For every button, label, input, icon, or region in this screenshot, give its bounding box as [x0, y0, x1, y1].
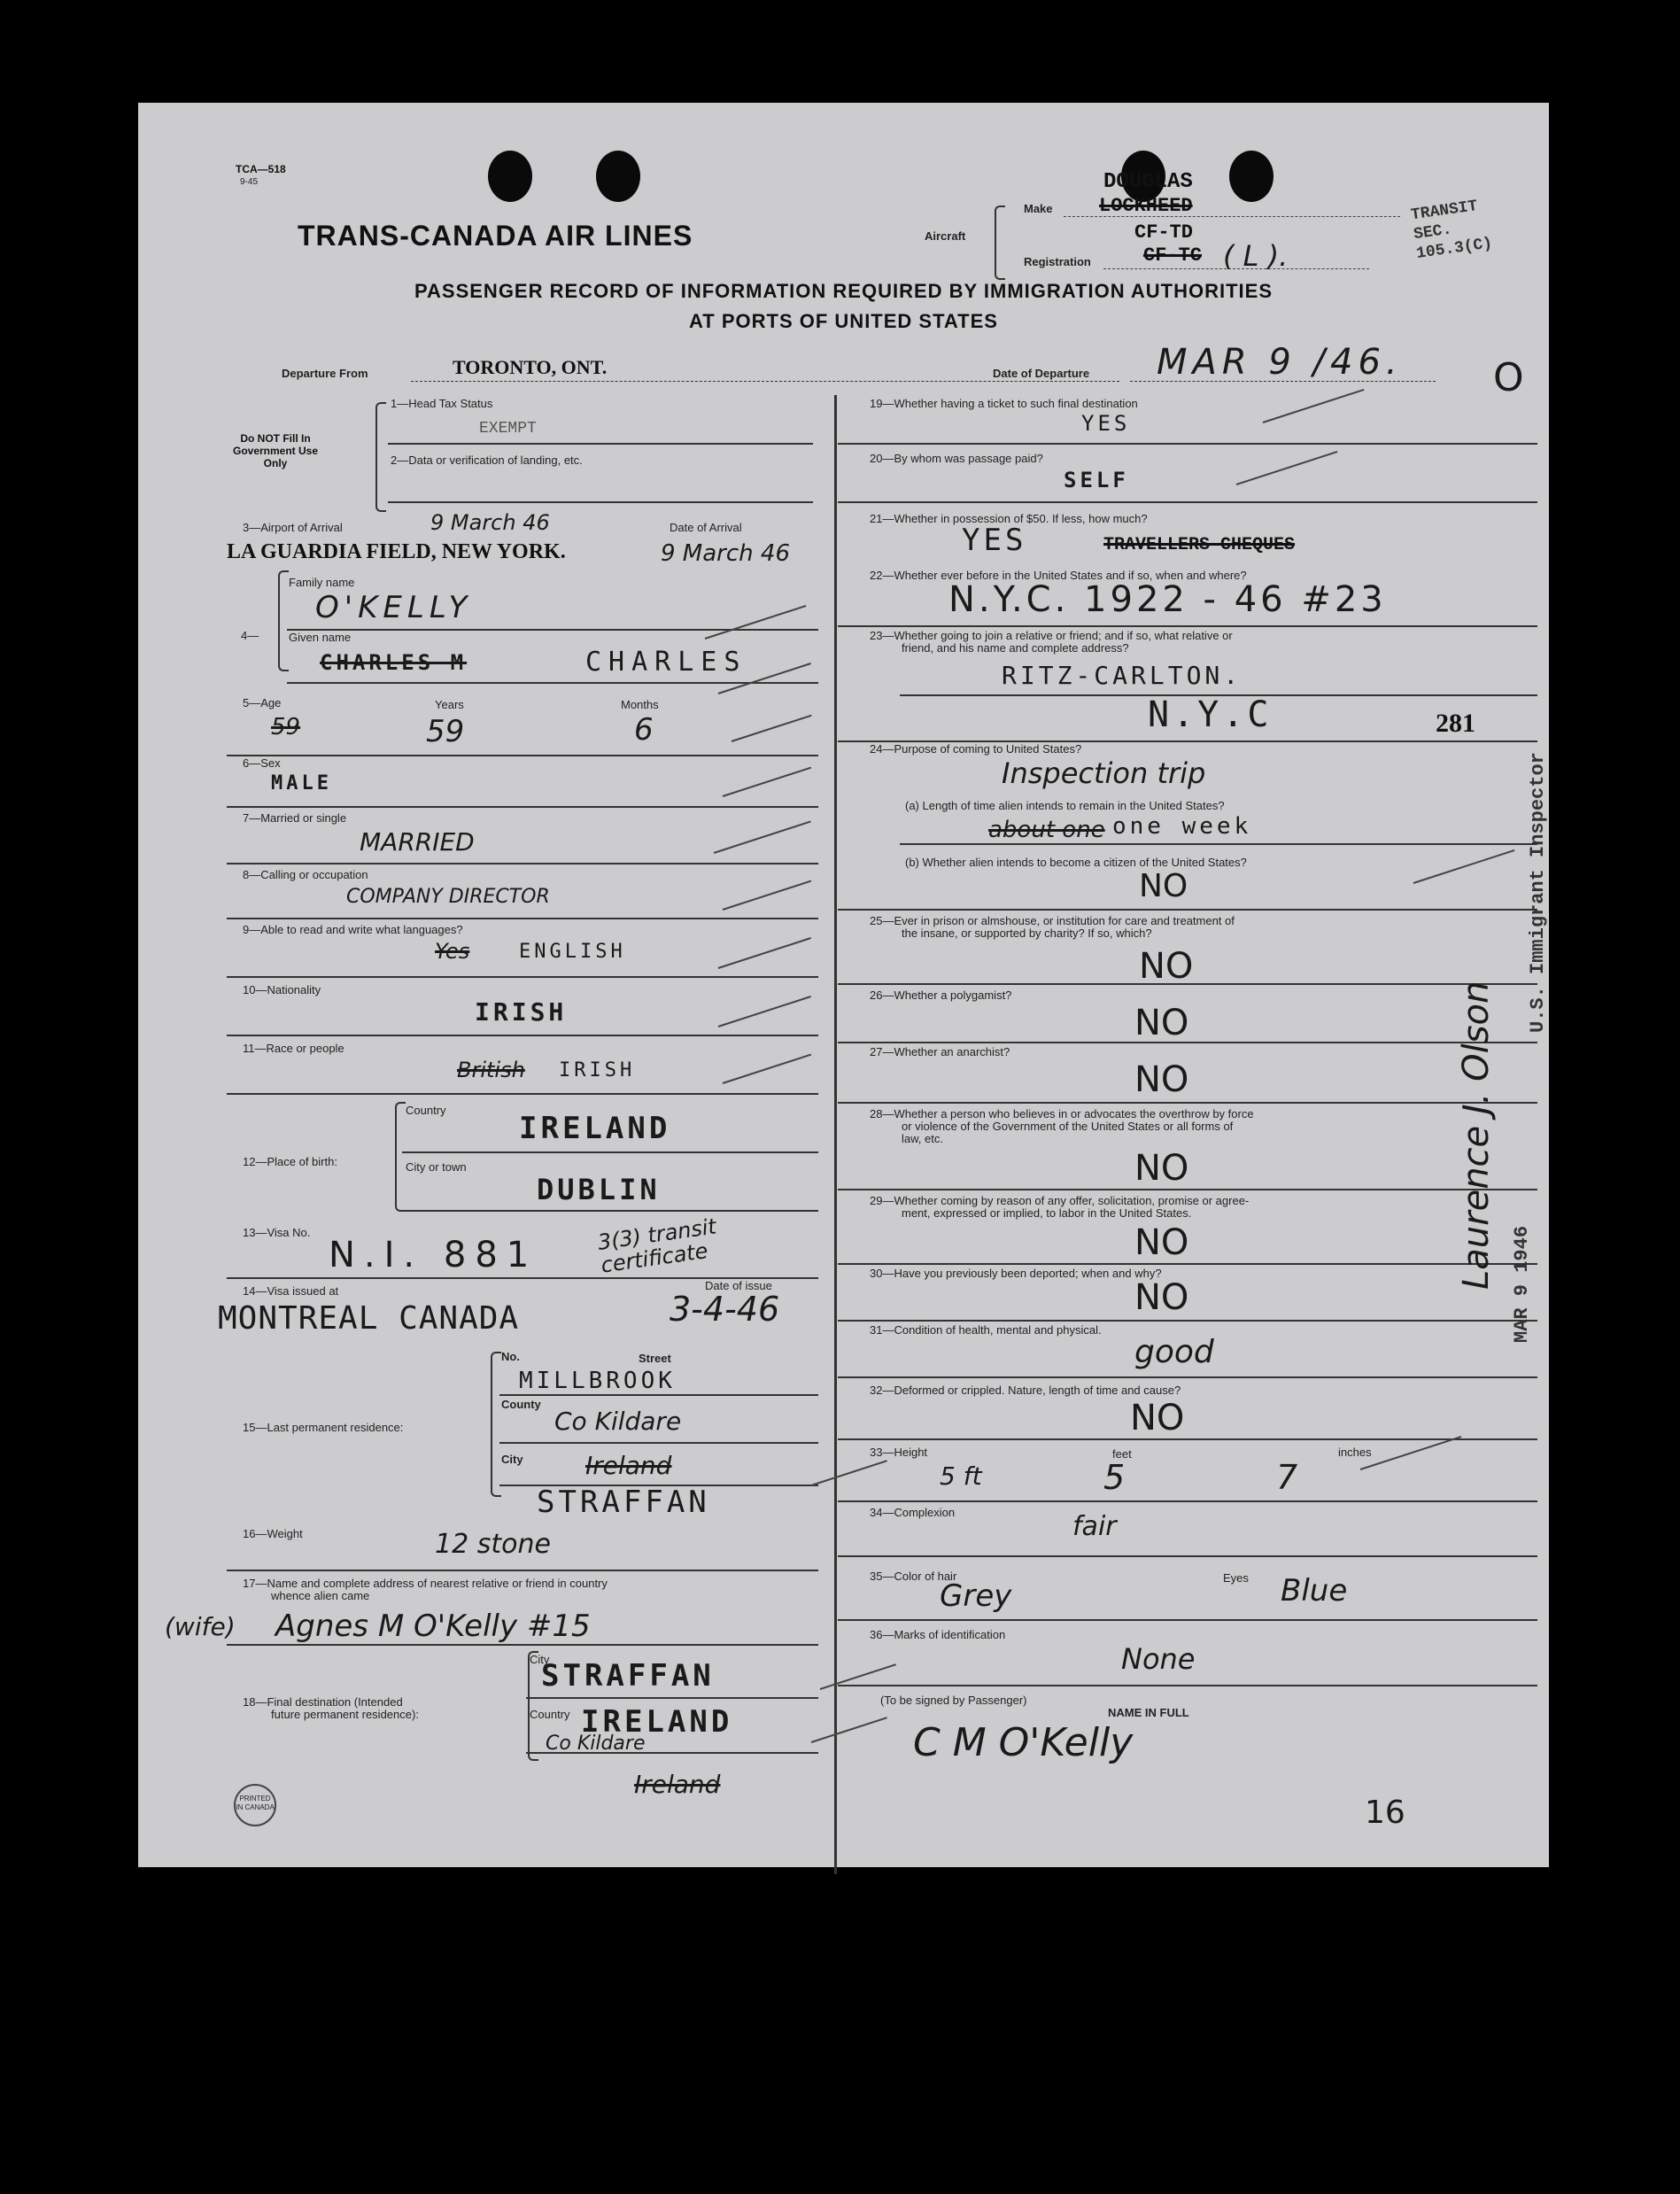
make-crossed: LOCKHEED	[1099, 195, 1193, 217]
check-mark	[1263, 389, 1365, 423]
date-issue-label: Date of issue	[705, 1279, 772, 1292]
dest-city: STRAFFAN	[541, 1658, 715, 1694]
column-divider	[834, 395, 837, 1874]
res-street-rule	[499, 1394, 818, 1396]
field-31-label: 31—Condition of health, mental and physical.	[870, 1323, 1102, 1337]
field-28-label-1: 28—Whether a person who believes in or advocates the overthrow by force	[870, 1107, 1254, 1120]
dest-country: IRELAND	[581, 1704, 733, 1740]
field-29-label-2: ment, expressed or implied, to labor in the United States.	[902, 1206, 1192, 1220]
dest-country-label: Country	[530, 1708, 570, 1721]
check-mark	[718, 937, 811, 969]
field-3-value: LA GUARDIA FIELD, NEW YORK.	[227, 540, 566, 563]
check-mark	[1413, 849, 1515, 884]
res-street: MILLBROOK	[519, 1368, 676, 1394]
field-29-value: NO	[1134, 1222, 1189, 1263]
married-value: MARRIED	[360, 827, 475, 857]
field-22-label: 22—Whether ever before in the United States and if so, when and where?	[870, 569, 1247, 582]
destination-brace	[528, 1651, 538, 1761]
check-mark	[723, 767, 811, 797]
field-30-label: 30—Have you previously been deported; when and why?	[870, 1267, 1162, 1280]
form-revision: 9-45	[240, 177, 259, 187]
field-14-label: 14—Visa issued at	[243, 1284, 339, 1298]
dest-city-label: City	[530, 1653, 550, 1666]
field-33-rule	[838, 1500, 1537, 1502]
field-24b-label: (b) Whether alien intends to become a citizen of the United States?	[905, 856, 1247, 869]
transit-stamp: TRANSIT SEC. 105.3(C)	[1409, 198, 1494, 263]
field-28-label-3: law, etc.	[902, 1132, 943, 1145]
registration-label: Registration	[1024, 255, 1091, 268]
field-33-label: 33—Height	[870, 1446, 928, 1459]
dest-country-rule	[526, 1752, 818, 1754]
check-mark	[732, 715, 812, 742]
field-29-label-1: 29—Whether coming by reason of any offer, solicitation, promise or agree-	[870, 1194, 1250, 1207]
date-of-departure-label: Date of Departure	[993, 367, 1090, 380]
relative-value: Agnes M O'Kelly #15	[275, 1609, 591, 1644]
visa-note: 3(3) transit certificate	[596, 1213, 718, 1278]
check-mark	[811, 1717, 887, 1743]
age-months: 6	[634, 712, 654, 748]
passenger-signature: C M O'Kelly	[913, 1720, 1134, 1765]
field-26-rule	[838, 1042, 1537, 1043]
family-name-label: Family name	[289, 576, 355, 589]
field-28-label-2: or violence of the Government of the United States or all forms of	[902, 1120, 1234, 1133]
field-19-label: 19—Whether having a ticket to such final destination	[870, 397, 1138, 410]
punch-hole-1	[488, 151, 532, 202]
race-rule	[227, 1093, 818, 1095]
given-name-label: Given name	[289, 631, 352, 644]
field-20-label: 20—By whom was passage paid?	[870, 452, 1043, 465]
height-hand: 5 ft	[940, 1461, 982, 1491]
airline-name: TRANS-CANADA AIR LINES	[298, 220, 693, 252]
languages-crossed: Yes	[435, 939, 470, 964]
birth-country: IRELAND	[519, 1111, 671, 1146]
departure-from-rule	[411, 381, 1119, 382]
field-23-value-2: N.Y.C	[1148, 694, 1273, 735]
given-name-crossed: CHARLES M	[320, 650, 468, 675]
height-feet: 5	[1103, 1458, 1126, 1497]
departure-from-value: TORONTO, ONT.	[453, 356, 608, 378]
registration-hand: ( L ).	[1223, 239, 1289, 273]
field-26-label: 26—Whether a polygamist?	[870, 988, 1012, 1002]
occupation-value: COMPANY DIRECTOR	[346, 886, 550, 908]
birth-brace	[395, 1102, 406, 1212]
field-31-value: good	[1134, 1334, 1214, 1370]
street-label: Street	[639, 1352, 671, 1365]
birth-city: DUBLIN	[537, 1173, 661, 1206]
months-label: Months	[621, 698, 659, 711]
res-city-crossed: Ireland	[585, 1451, 672, 1480]
make-typed: DOUGLAS	[1103, 170, 1193, 194]
field-3-hand: 9 March 46	[430, 510, 550, 535]
field-21-label: 21—Whether in possession of $50. If less, how much?	[870, 512, 1148, 525]
family-name-value: O'KELLY	[315, 590, 473, 625]
dest-extra: Ireland	[634, 1770, 721, 1799]
res-county-rule	[499, 1442, 818, 1444]
punch-hole-2	[596, 151, 640, 202]
field-27-rule	[838, 1102, 1537, 1104]
circle-mark: O	[1493, 355, 1524, 400]
visa-date: 3-4-46	[670, 1290, 780, 1329]
field-32-value: NO	[1130, 1398, 1185, 1438]
field-25-label-1: 25—Ever in prison or almshouse, or institution for care and treatment of	[870, 914, 1235, 927]
nationality-rule	[227, 1035, 818, 1036]
field-4-num: 4—	[241, 629, 259, 642]
relative-prefix: (wife)	[165, 1612, 236, 1641]
field-2-rule	[388, 501, 813, 503]
given-name-value: CHARLES	[585, 647, 747, 678]
field-10-label: 10—Nationality	[243, 983, 321, 996]
field-25-rule	[838, 983, 1537, 985]
field-29-rule	[838, 1263, 1537, 1265]
check-mark	[723, 1054, 811, 1084]
government-use-note: Do NOT Fill In Government Use Only	[232, 432, 319, 469]
field-24a-value: one week	[1112, 813, 1252, 840]
inspector-stamp-title: U.S. Immigrant Inspector	[1527, 752, 1549, 1033]
field-28-value: NO	[1134, 1148, 1189, 1189]
government-brace	[375, 402, 386, 512]
field-23-value-1: RITZ-CARLTON.	[1002, 661, 1243, 690]
inspector-stamp-date: MAR 9 1946	[1511, 1225, 1533, 1343]
form-paper	[138, 103, 1549, 1867]
eyes-label: Eyes	[1223, 1571, 1249, 1585]
languages-value: ENGLISH	[519, 941, 626, 963]
check-mark	[718, 996, 811, 1027]
field-27-value: NO	[1134, 1059, 1189, 1100]
age-rule	[227, 755, 818, 756]
res-county: Co Kildare	[554, 1407, 682, 1436]
check-mark	[811, 1460, 887, 1486]
field-25-value: NO	[1139, 946, 1194, 987]
make-label: Make	[1024, 202, 1053, 215]
union-label-seal	[234, 1784, 276, 1826]
height-inches: 7	[1276, 1458, 1298, 1497]
field-15-label: 15—Last permanent residence:	[243, 1421, 404, 1434]
aircraft-brace	[995, 205, 1005, 280]
field-23-number: 281	[1436, 709, 1475, 738]
field-17-label-2: whence alien came	[271, 1589, 370, 1602]
date-of-departure-value: MAR 9 /46.	[1157, 342, 1403, 383]
field-23-label-1: 23—Whether going to join a relative or friend; and if so, what relative or	[870, 629, 1233, 642]
race-value: IRISH	[559, 1059, 636, 1081]
page-number: 16	[1365, 1795, 1405, 1831]
field-5-label: 5—Age	[243, 696, 282, 709]
languages-rule	[227, 976, 818, 978]
city-label: City	[501, 1453, 523, 1466]
field-35-label: 35—Color of hair	[870, 1570, 957, 1583]
country-label: Country	[406, 1104, 446, 1117]
weight-rule	[227, 1570, 818, 1571]
occupation-rule	[227, 918, 818, 919]
field-22-rule	[838, 625, 1537, 627]
field-17-label-1: 17—Name and complete address of nearest relative or friend in country	[243, 1577, 608, 1590]
name-brace	[278, 570, 289, 671]
field-36-value: None	[1121, 1642, 1196, 1676]
check-mark	[723, 880, 811, 911]
visa-value: N.I. 881	[329, 1235, 538, 1275]
field-24b-value: NO	[1139, 868, 1188, 904]
sex-value: MALE	[271, 772, 332, 795]
field-34-value: fair	[1072, 1511, 1117, 1542]
field-1-label: 1—Head Tax Status	[391, 397, 493, 410]
field-27-label: 27—Whether an anarchist?	[870, 1045, 1010, 1058]
field-11-label: 11—Race or people	[243, 1042, 345, 1055]
dest-city-rule	[526, 1697, 818, 1699]
field-36-rule	[838, 1685, 1537, 1686]
check-mark	[705, 605, 807, 640]
registration-typed: CF-TD	[1134, 221, 1194, 244]
field-26-value: NO	[1134, 1003, 1189, 1043]
years-label: Years	[435, 698, 464, 711]
field-22-value: N.Y.C. 1922 - 46 #23	[948, 579, 1387, 620]
field-21-value: YES	[962, 523, 1027, 558]
field-7-label: 7—Married or single	[243, 811, 347, 825]
inches-label: inches	[1338, 1446, 1372, 1459]
form-code: TCA—518	[236, 163, 286, 175]
field-24-value: Inspection trip	[1002, 756, 1206, 790]
field-36-label: 36—Marks of identification	[870, 1628, 1006, 1641]
field-18-label-1: 18—Final destination (Intended	[243, 1695, 403, 1709]
check-mark	[1360, 1436, 1462, 1470]
inspector-signature: Laurence J. Olson	[1456, 981, 1497, 1290]
aircraft-label: Aircraft	[925, 229, 966, 243]
birth-country-rule	[402, 1151, 818, 1153]
city-town-label: City or town	[406, 1160, 467, 1174]
field-6-label: 6—Sex	[243, 756, 281, 770]
field-18-label-2: future permanent residence):	[271, 1708, 419, 1721]
field-30-rule	[838, 1320, 1537, 1322]
given-name-rule	[287, 682, 818, 684]
weight-value: 12 stone	[435, 1529, 551, 1560]
field-24a-label: (a) Length of time alien intends to remain in the United States?	[905, 799, 1225, 812]
field-31-rule	[838, 1376, 1537, 1378]
departure-from-label: Departure From	[282, 367, 368, 380]
field-16-label: 16—Weight	[243, 1527, 303, 1540]
name-in-full-label: NAME IN FULL	[1108, 1706, 1189, 1719]
field-34-rule	[838, 1555, 1537, 1557]
field-23-label-2: friend, and his name and complete address?	[902, 641, 1129, 655]
field-34-label: 34—Complexion	[870, 1506, 956, 1519]
field-24b-rule	[838, 909, 1537, 911]
field-8-label: 8—Calling or occupation	[243, 868, 368, 881]
sign-label: (To be signed by Passenger)	[880, 1694, 1027, 1707]
married-rule	[227, 863, 818, 864]
field-3-label: 3—Airport of Arrival	[243, 521, 343, 534]
date-arrival-value: 9 March 46	[661, 540, 790, 567]
field-20-value: SELF	[1064, 468, 1129, 492]
registration-crossed: CF-TC	[1143, 244, 1203, 267]
check-mark	[1236, 451, 1338, 485]
nationality-value: IRISH	[475, 997, 568, 1027]
field-21-crossed: TRAVELLERS CHEQUES	[1103, 535, 1296, 555]
field-24a-rule	[900, 843, 1537, 845]
form-title-line1: PASSENGER RECORD OF INFORMATION REQUIRED BY IMMIGRATION AUTHORITIES	[414, 280, 1274, 302]
form-title-line2: AT PORTS OF UNITED STATES	[689, 310, 998, 332]
sex-rule	[227, 806, 818, 808]
field-2-label: 2—Data or verification of landing, etc.	[391, 454, 583, 467]
field-35-rule	[838, 1619, 1537, 1621]
field-32-rule	[838, 1438, 1537, 1440]
date-arrival-label: Date of Arrival	[670, 521, 742, 534]
check-mark	[714, 821, 811, 854]
residence-brace	[491, 1352, 501, 1497]
field-19-value: YES	[1081, 411, 1131, 436]
no-label: No.	[501, 1350, 520, 1363]
punch-hole-4	[1229, 151, 1274, 202]
age-years: 59	[426, 714, 465, 749]
field-24a-crossed: about one	[988, 817, 1105, 843]
county-label: County	[501, 1398, 541, 1411]
field-20-rule	[838, 501, 1537, 503]
field-24-label: 24—Purpose of coming to United States?	[870, 742, 1082, 756]
field-1-value: EXEMPT	[479, 420, 537, 438]
race-crossed: British	[457, 1058, 525, 1082]
field-13-label: 13—Visa No.	[243, 1226, 311, 1239]
visa-place: MONTREAL CANADA	[218, 1300, 520, 1337]
eyes-value: Blue	[1281, 1573, 1348, 1609]
field-30-value: NO	[1134, 1277, 1189, 1318]
relative-rule	[227, 1644, 818, 1646]
field-19-rule	[838, 443, 1537, 445]
feet-label: feet	[1112, 1447, 1132, 1461]
field-1-rule	[388, 443, 813, 445]
res-city: STRAFFAN	[537, 1485, 710, 1520]
union-label-text: PRINTED IN CANADA	[236, 1795, 275, 1811]
field-28-rule	[838, 1189, 1537, 1190]
field-25-label-2: the insane, or supported by charity? If so, which?	[902, 926, 1152, 940]
field-12-label: 12—Place of birth:	[243, 1155, 337, 1168]
age-crossed: 59	[271, 714, 301, 740]
field-9-label: 9—Able to read and write what languages?	[243, 923, 463, 936]
family-name-rule	[287, 629, 818, 631]
field-32-label: 32—Deformed or crippled. Nature, length of time and cause?	[870, 1384, 1181, 1397]
hair-value: Grey	[940, 1578, 1012, 1614]
dest-county: Co Kildare	[546, 1733, 646, 1755]
